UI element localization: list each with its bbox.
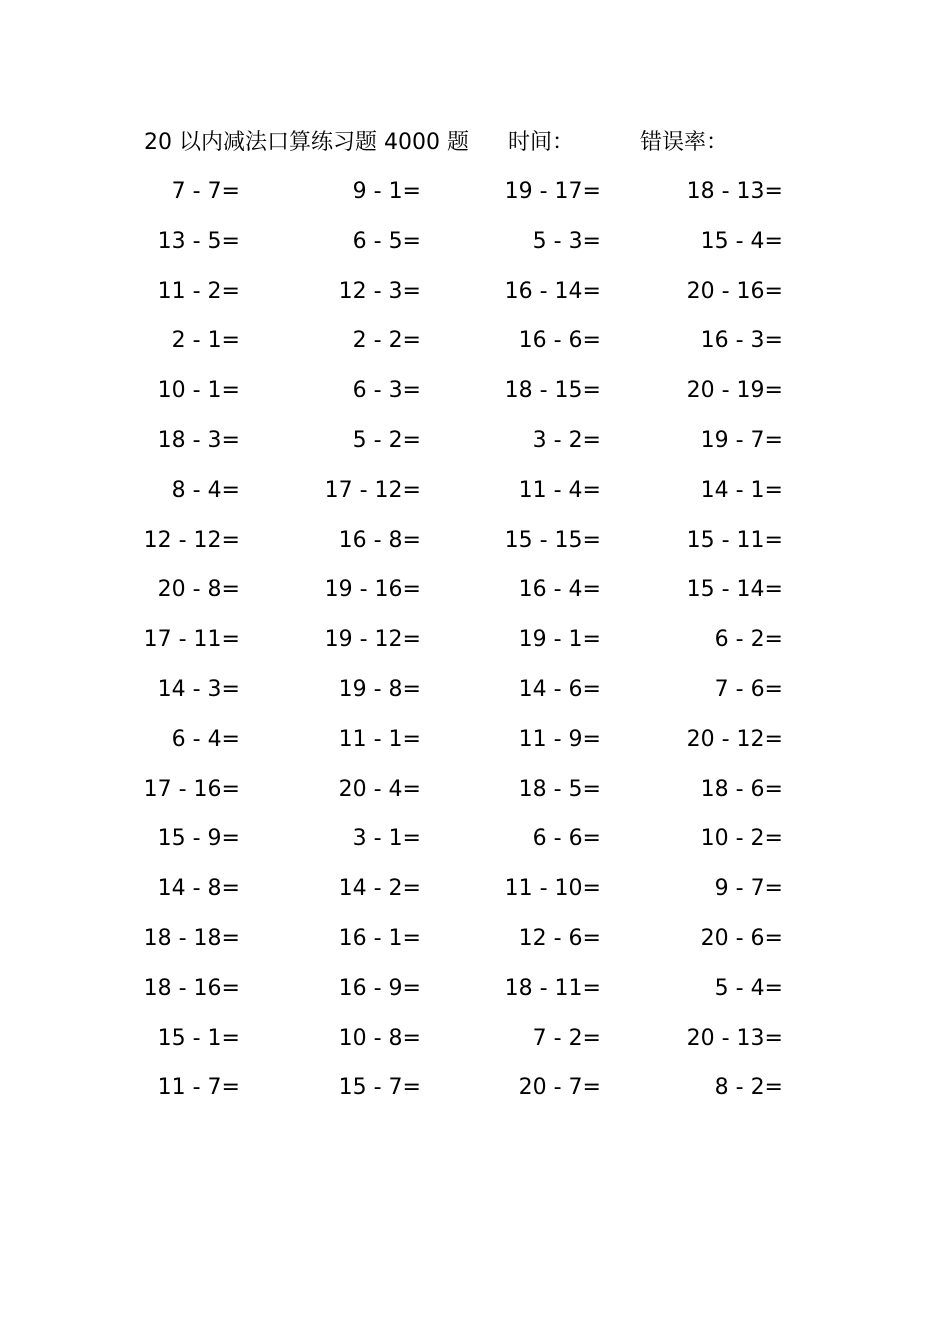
problem-item: 9 - 7= <box>714 876 783 902</box>
problem-item: 16 - 4= <box>518 577 601 603</box>
problem-item: 16 - 3= <box>700 328 783 354</box>
problem-row <box>0 817 950 867</box>
problem-item: 18 - 13= <box>686 179 783 204</box>
problem-item: 8 - 2= <box>714 1075 783 1101</box>
problem-item: 14 - 2= <box>338 876 421 902</box>
problem-row <box>0 568 950 618</box>
problem-item: 18 - 16= <box>143 975 240 1001</box>
problem-item: 19 - 1= <box>518 627 601 653</box>
problem-item: 16 - 8= <box>338 527 421 553</box>
problem-item: 17 - 12= <box>324 477 421 503</box>
problem-item: 7 - 6= <box>714 676 783 702</box>
problem-item: 20 - 19= <box>686 378 783 404</box>
problem-item: 15 - 14= <box>686 577 783 603</box>
problem-item: 15 - 9= <box>157 826 240 852</box>
problem-item: 5 - 2= <box>352 427 421 453</box>
problem-item: 16 - 6= <box>518 328 601 354</box>
problem-item: 17 - 16= <box>143 776 240 802</box>
problem-row <box>0 1066 950 1116</box>
problem-item: 12 - 12= <box>143 527 240 553</box>
problem-item: 20 - 8= <box>157 577 240 603</box>
problem-item: 20 - 12= <box>686 726 783 752</box>
problem-row <box>0 270 950 320</box>
problem-row <box>0 768 950 818</box>
problem-row <box>0 867 950 917</box>
problem-item: 19 - 17= <box>504 179 601 204</box>
problem-item: 2 - 2= <box>352 328 421 354</box>
problem-item: 11 - 2= <box>157 278 240 304</box>
problem-row <box>0 170 950 220</box>
problem-item: 19 - 7= <box>700 427 783 453</box>
problem-item: 20 - 13= <box>686 1025 783 1051</box>
problem-item: 10 - 1= <box>157 378 240 404</box>
problem-item: 15 - 15= <box>504 527 601 553</box>
problem-item: 3 - 2= <box>532 427 601 453</box>
time-label: 时间： <box>508 130 575 155</box>
problem-item: 8 - 4= <box>171 477 240 503</box>
problem-item: 15 - 11= <box>686 527 783 553</box>
problem-row <box>0 618 950 668</box>
problem-row <box>0 917 950 967</box>
problem-item: 14 - 8= <box>157 876 240 902</box>
problem-item: 6 - 6= <box>532 826 601 852</box>
problem-item: 5 - 3= <box>532 228 601 254</box>
problem-row <box>0 220 950 270</box>
problem-item: 6 - 4= <box>171 726 240 752</box>
problem-item: 11 - 4= <box>518 477 601 503</box>
problem-item: 3 - 1= <box>352 826 421 852</box>
problem-item: 11 - 1= <box>338 726 421 752</box>
problem-item: 14 - 6= <box>518 676 601 702</box>
problem-row <box>0 469 950 519</box>
problem-row <box>0 419 950 469</box>
problem-item: 7 - 7= <box>171 179 240 204</box>
problem-item: 20 - 6= <box>700 925 783 951</box>
problem-item: 19 - 12= <box>324 627 421 653</box>
error-rate-label: 错误率： <box>640 130 729 155</box>
problem-item: 19 - 16= <box>324 577 421 603</box>
problem-item: 19 - 8= <box>338 676 421 702</box>
problem-item: 14 - 3= <box>157 676 240 702</box>
problem-item: 16 - 1= <box>338 925 421 951</box>
problem-item: 11 - 10= <box>504 876 601 902</box>
problem-item: 16 - 9= <box>338 975 421 1001</box>
worksheet-title: 20 以内减法口算练习题 4000 题 <box>144 130 469 155</box>
problem-item: 15 - 1= <box>157 1025 240 1051</box>
problem-item: 20 - 16= <box>686 278 783 304</box>
problem-item: 14 - 1= <box>700 477 783 503</box>
worksheet-header <box>0 125 950 161</box>
problem-row <box>0 668 950 718</box>
problem-item: 13 - 5= <box>157 228 240 254</box>
problem-item: 18 - 15= <box>504 378 601 404</box>
problem-item: 16 - 14= <box>504 278 601 304</box>
problem-item: 18 - 11= <box>504 975 601 1001</box>
problem-row <box>0 319 950 369</box>
problem-item: 11 - 9= <box>518 726 601 752</box>
problem-item: 18 - 6= <box>700 776 783 802</box>
problem-item: 7 - 2= <box>532 1025 601 1051</box>
problem-item: 12 - 6= <box>518 925 601 951</box>
problem-item: 5 - 4= <box>714 975 783 1001</box>
problem-item: 17 - 11= <box>143 627 240 653</box>
problem-item: 10 - 8= <box>338 1025 421 1051</box>
problem-row <box>0 1017 950 1067</box>
problem-item: 20 - 7= <box>518 1075 601 1101</box>
problem-item: 6 - 3= <box>352 378 421 404</box>
problem-item: 18 - 5= <box>518 776 601 802</box>
problem-item: 18 - 3= <box>157 427 240 453</box>
problem-item: 10 - 2= <box>700 826 783 852</box>
problem-item: 6 - 2= <box>714 627 783 653</box>
problem-item: 15 - 4= <box>700 228 783 254</box>
problem-item: 6 - 5= <box>352 228 421 254</box>
problem-item: 12 - 3= <box>338 278 421 304</box>
problem-row <box>0 967 950 1017</box>
problem-row <box>0 519 950 569</box>
problem-row <box>0 718 950 768</box>
problem-row <box>0 369 950 419</box>
problem-item: 18 - 18= <box>143 925 240 951</box>
problem-item: 9 - 1= <box>352 179 421 204</box>
problem-item: 15 - 7= <box>338 1075 421 1101</box>
problem-grid <box>0 170 950 1116</box>
problem-item: 20 - 4= <box>338 776 421 802</box>
problem-item: 2 - 1= <box>171 328 240 354</box>
problem-item: 11 - 7= <box>157 1075 240 1101</box>
